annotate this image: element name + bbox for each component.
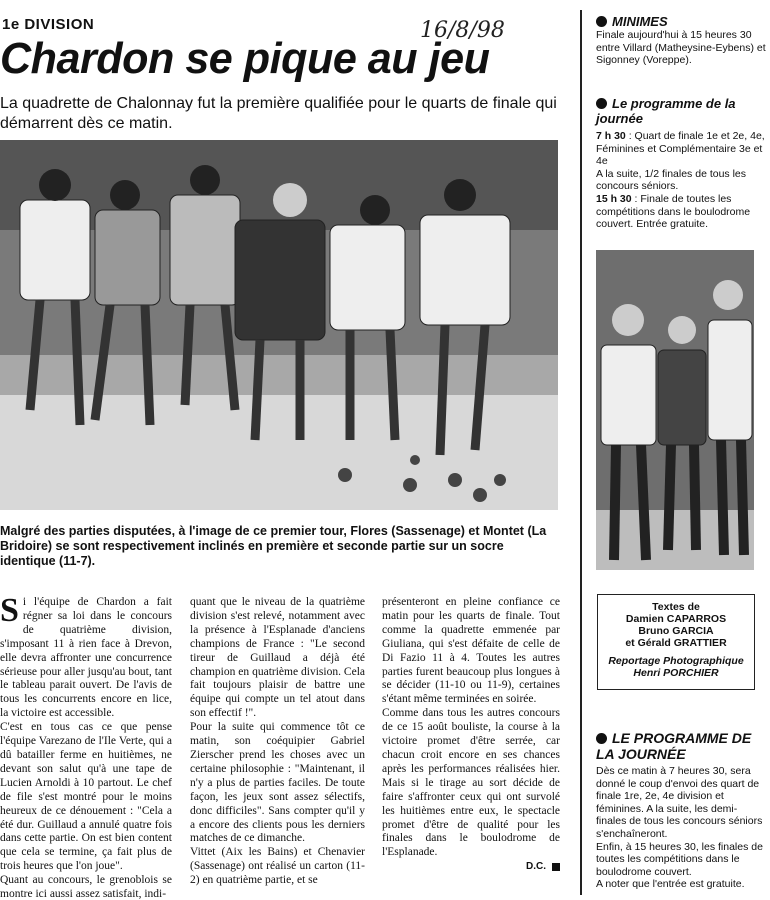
programme-2-text: Enfin, à 15 heures 30, les finales de toutes les compétitions dans le boulodrome couvert.: [596, 840, 763, 878]
column-divider: [580, 10, 582, 895]
bullet-icon: [596, 98, 607, 109]
author-signoff: [382, 860, 560, 874]
credits-box: [597, 594, 755, 690]
bullet-icon: [596, 16, 607, 27]
drop-cap: S: [0, 592, 19, 629]
credits-line: Textes de: [652, 601, 700, 613]
credits-line: Damien CAPARROS: [625, 613, 727, 625]
credits-line: Bruno GARCIA: [638, 625, 714, 637]
headline: Chardon se pique au jeu: [0, 34, 490, 83]
lede: La quadrette de Chalonnay fut la première qualifiée pour le quarts de finale qui démarrent dès ce matin.: [0, 95, 557, 132]
article-paragraph: C'est en tous cas ce que pense l'équipe Varezano de l'Ile Verte, qui a dû batailler ferme en huitièmes, ne devant son salut qu'à une tape de Lucien Arnoldi à 10 partout. Le chef de file s'est montré pour le moins heureux de ce dénouement : "Cela a été dur. Guillaud a annulé quatre fois dans cette partie. On est bien content que cela se termine, ça fait plus de trois heures que l'on joue".: [0, 721, 172, 873]
handwritten-date: 16/8/98: [420, 18, 505, 43]
photo-caption: Malgré des parties disputées, à l'image de ce premier tour, Flores (Sassenage) et Montet (La Bridoire) se sont respectivement inclinés en première et seconde partie sur un socre identique (11-7).: [0, 524, 547, 568]
sidebar-programme-2: [596, 730, 766, 891]
programme-item: : Quart de finale 1e et 2e, 4e, Féminines et Complémentaire 3e et 4e: [596, 130, 765, 168]
time-label: 7 h 30: [596, 130, 626, 142]
bullet-icon: [596, 733, 607, 744]
article-paragraph: Comme dans tous les autres concours de ce 15 août bouliste, la course à la victoire promet d'être serrée, car chacun croit encore en ses chances après les performances réalisées hier. Mais si le tirage au sort décide de faire s'affronter ceux qui ont survolé les huitièmes entre eux, le spectacle promet d'être de qualité pour les finales dans le boulodrome de l'Esplanade.: [382, 707, 560, 859]
article-column-1: [0, 592, 172, 900]
programme-2-title: LE PROGRAMME DE LA JOURNÉE: [596, 730, 752, 762]
article-paragraph: quant que le niveau de la quatrième division s'est relevé, notamment avec la présence à l'Esplanade d'anciens champions de France : "Le second tireur de Guillaud a déjà été champion en quatrième division. Cela fait toujours plaisir de battre une équipe qui compte un tel atout dans son effectif !".: [190, 596, 365, 720]
article-column-2: [190, 596, 365, 888]
petanque-players-photo: [0, 140, 558, 510]
programme-2-text: A noter que l'entrée est gratuite.: [596, 878, 745, 891]
article-paragraph: présenteront en pleine confiance ce matin pour les quarts de finale. Tout comme la quadrette emmenée par Giuliana, qui s'est défaite de celle de Di Fazio 11 à 4. Toutes les autres parties furent beaucoup plus longues à se décider (11-10 ou 11-9), certaines s'étant même terminées en soirée.: [382, 596, 560, 706]
time-label: 15 h 30: [596, 192, 632, 205]
end-mark-icon: [552, 863, 560, 871]
minimes-title: MINIMES: [612, 14, 668, 29]
signoff-initials: D.C.: [526, 861, 546, 873]
section-kicker: 1e DIVISION: [2, 16, 95, 33]
article-column-3: [382, 596, 560, 874]
young-players-photo: [596, 250, 754, 570]
article-paragraph: Pour la suite qui commence tôt ce matin, son coéquipier Gabriel Zierscher prend les choses avec un certaine philosophie : "Maintenant, il n'y a plus de parties faciles. De toute façon, les jeux sont assez sélectifs, donc difficiles". Sans compter qu'il y a encore des clients pous les derniers matches de ce dimanche.: [190, 721, 365, 845]
programme-title: Le programme de la journée: [596, 96, 736, 126]
main-photo: [0, 140, 558, 510]
sidebar-minimes: [596, 14, 766, 67]
article-paragraph: i l'équipe de Chardon a fait régner sa loi dans le concours de quatrième division, s'imposant 11 à rien face à Drevon, elle devra affronter une concurrence sérieuse pour aller jusqu'au bout, tant le tableau parait ouvert. De l'avis de tous les concurrents encore en lice, la victoire est accessible.: [0, 596, 172, 720]
programme-2-text: Dès ce matin à 7 heures 30, sera donné le coup d'envoi des quart de finale 1re, 2e, 4e division et féminines. A la suite, les demi-finales de tous les concours séniors s'enchaîneront.: [596, 765, 763, 840]
credits-line: Henri PORCHIER: [633, 667, 719, 679]
programme-item: A la suite, 1/2 finales de tous les concours séniors.: [596, 167, 747, 193]
credits-line: et Gérald GRATTIER: [625, 637, 727, 649]
credits-line: Reportage Photographique: [608, 655, 744, 667]
minimes-text: Finale aujourd'hui à 15 heures 30 entre Villard (Matheysine-Eybens) et Sigonney (Voreppe).: [596, 29, 766, 67]
programme-item: : Finale de toutes les compétitions dans le boulodrome couvert. Entrée gratuite.: [596, 192, 751, 231]
article-paragraph: Quant au concours, le grenoblois se montre ici aussi assez satisfait, indi-: [0, 874, 172, 900]
sidebar-programme: [596, 96, 766, 231]
side-photo: [596, 250, 754, 570]
article-paragraph: Vittet (Aix les Bains) et Chenavier (Sassenage) ont réalisé un carton (11-2) en quatrième partie, et se: [190, 846, 365, 887]
